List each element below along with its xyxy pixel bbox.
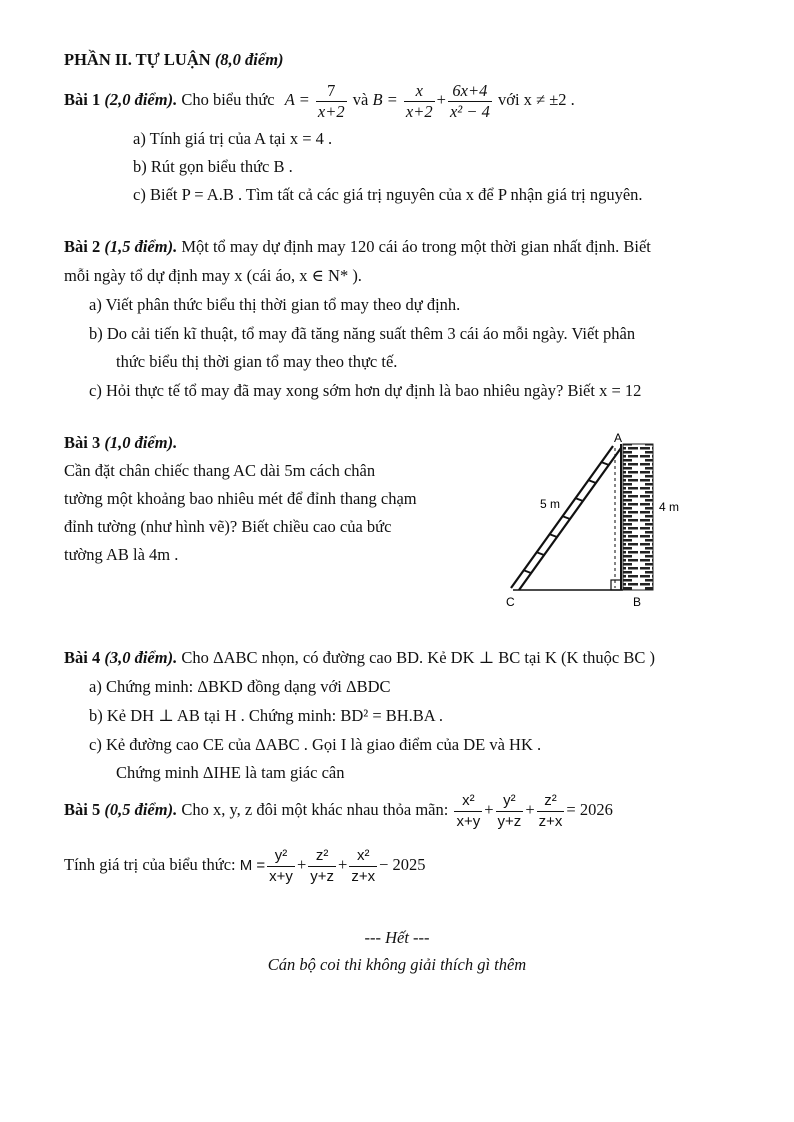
m-plus-2: + (338, 855, 348, 874)
bai1-label: Bài 1 (64, 90, 101, 109)
bai3-points: (1,0 điểm). (104, 433, 178, 452)
wall-height-label: 4 m (659, 500, 680, 514)
expr-b-plus: + (436, 90, 446, 109)
point-a-label: A (614, 431, 623, 445)
bai5-calc-label: Tính giá trị của biểu thức: (64, 855, 236, 874)
expr-m-lhs: M = (239, 857, 266, 874)
bai1-and: và (352, 90, 369, 109)
bai1-part-c: c) Biết P = A.B . Tìm tất cả các giá trị nguyên của x để P nhận giá trị nguyên. (133, 185, 643, 204)
m-tail: − 2025 (379, 855, 426, 874)
m-num1: y² (267, 847, 295, 867)
ladder-figure (495, 430, 700, 615)
cond-plus-2: + (525, 800, 535, 819)
bai1-part-b: b) Rút gọn biểu thức B . (133, 157, 293, 176)
m-den3: z+x (351, 867, 376, 885)
m-fraction-2 (308, 847, 336, 886)
expr-b-fraction-1 (404, 82, 435, 121)
cond-den3: z+x (538, 812, 563, 830)
expr-b-den2: x² − 4 (449, 101, 490, 121)
cond-fraction-2 (496, 792, 524, 831)
bai3-line3: đỉnh tường (như hình vẽ)? Biết chiều cao của bức (64, 517, 392, 536)
cond-plus-1: + (484, 800, 494, 819)
cond-fraction-1 (454, 792, 482, 831)
bai1-condition: với x ≠ ±2 . (497, 90, 575, 109)
brick-wall (623, 444, 653, 590)
expr-a-fraction (316, 82, 347, 121)
bai2-points: (1,5 điểm). (104, 237, 178, 256)
section-points: (8,0 điểm) (214, 50, 284, 69)
expr-b-den1: x+2 (405, 101, 433, 121)
end-marker: --- Hết --- (364, 928, 430, 947)
ladder-length-label: 5 m (540, 497, 561, 511)
expr-a-num: 7 (316, 82, 347, 102)
point-c-label: C (506, 595, 515, 609)
section-title (64, 50, 284, 70)
expr-a-den: x+2 (317, 101, 345, 121)
bai3-line1: Cần đặt chân chiếc thang AC dài 5m cách chân (64, 461, 376, 480)
expr-b-lhs: B = (372, 90, 398, 109)
cond-num2: y² (496, 792, 524, 812)
m-den1: x+y (269, 867, 293, 885)
bai5-expression (64, 845, 426, 886)
bai3-label: Bài 3 (64, 433, 101, 452)
m-plus-1: + (296, 855, 307, 874)
expr-a-lhs: A = (284, 90, 310, 109)
cond-num3: z² (537, 792, 565, 812)
bai3-heading (64, 433, 177, 453)
footer-note: Cán bộ coi thi không giải thích gì thêm (267, 955, 527, 974)
m-den2: y+z (310, 867, 335, 885)
m-fraction-1 (267, 847, 295, 886)
cond-fraction-3 (537, 792, 565, 831)
bai1-part-a: a) Tính giá trị của A tại x = 4 . (133, 129, 333, 148)
bai2-intro: Một tổ may dự định may 120 cái áo trong một thời gian nhất định. Biết (181, 237, 651, 256)
bai2-part-c: c) Hỏi thực tế tổ may đã may xong sớm hơn dự định là bao nhiêu ngày? Biết x = 12 (89, 381, 642, 400)
expr-b-fraction-2 (448, 82, 492, 121)
bai2-label: Bài 2 (64, 237, 101, 256)
bai5-intro: Cho x, y, z đôi một khác nhau thỏa mãn: (181, 800, 449, 819)
m-num3: x² (349, 847, 377, 867)
cond-den1: x+y (456, 812, 481, 830)
bai3-line4: tường AB là 4m . (64, 545, 179, 564)
bai4-points: (3,0 điểm). (104, 648, 178, 667)
bai4-intro: Cho ΔABC nhọn, có đường cao BD. Kẻ DK ⊥ BC tại K (K thuộc BC ) (181, 648, 656, 667)
bai5-points: (0,5 điểm). (104, 800, 178, 819)
bai4-intro-line (64, 648, 655, 668)
bai5-statement (64, 790, 613, 831)
bai4-label: Bài 4 (64, 648, 101, 667)
ladder (511, 446, 621, 590)
bai4-part-c-cont: Chứng minh ΔIHE là tam giác cân (116, 763, 345, 782)
section-title-text: PHẦN II. TỰ LUẬN (64, 50, 211, 69)
bai2-line2: mỗi ngày tổ dự định may x (cái áo, x ∈ N* ). (64, 266, 362, 285)
expr-b-num2: 6x+4 (448, 82, 492, 102)
bai2-part-b: b) Do cải tiến kĩ thuật, tổ may đã tăng năng suất thêm 3 cái áo mỗi ngày. Viết phân (89, 324, 636, 343)
bai1-statement (64, 80, 575, 121)
bai1-intro: Cho biểu thức (181, 90, 275, 109)
m-num2: z² (308, 847, 336, 867)
bai5-label: Bài 5 (64, 800, 101, 819)
bai2-part-b-cont: thức biểu thị thời gian tổ may theo thực tế. (116, 352, 398, 371)
bai2-part-a: a) Viết phân thức biểu thị thời gian tổ may theo dự định. (89, 295, 461, 314)
cond-num1: x² (454, 792, 482, 812)
right-angle-mark (611, 580, 621, 590)
point-b-label: B (633, 595, 642, 609)
expr-b-num1: x (404, 82, 435, 102)
bai4-part-a: a) Chứng minh: ΔBKD đồng dạng với ΔBDC (89, 677, 391, 696)
bai1-points: (2,0 điểm). (104, 90, 178, 109)
bai4-part-c: c) Kẻ đường cao CE của ΔABC . Gọi I là giao điểm của DE và HK . (89, 735, 542, 754)
bai3-line2: tường một khoảng bao nhiêu mét để đỉnh thang chạm (64, 489, 417, 508)
bai4-part-b: b) Kẻ DH ⊥ AB tại H . Chứng minh: BD² = BH.BA . (89, 706, 444, 725)
bai2-line1 (64, 237, 651, 257)
cond-rhs: = 2026 (566, 800, 613, 819)
cond-den2: y+z (497, 812, 522, 830)
m-fraction-3 (349, 847, 377, 886)
